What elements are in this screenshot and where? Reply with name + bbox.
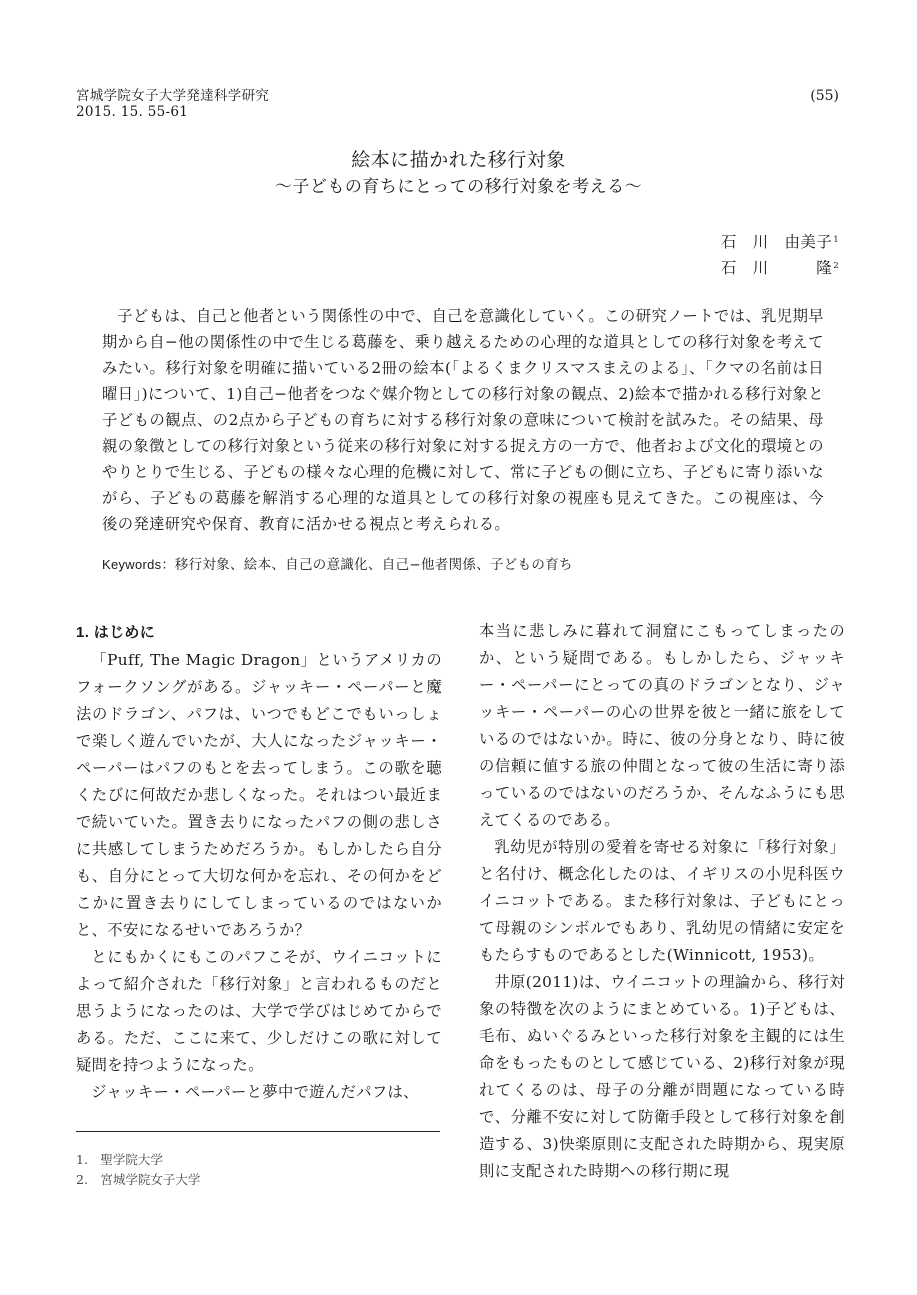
paragraph: 井原(2011)は、ウイニコットの理論から、移行対象の特徴を次のようにまとめている。1)子どもは、毛布、ぬいぐるみといった移行対象を主観的には生命をもったものとして感じている、2)移行対象が現れてくるのは、母子の分離が問題になっている時で、分離不安に対して防衛手段として移行対象を創造する、3)快楽原則に支配された時期から、現実原則に支配された時期への移行期に現 bbox=[479, 973, 845, 1180]
author-name: 石 川 隆 bbox=[720, 259, 833, 277]
keywords-label: Keywords： bbox=[102, 557, 175, 572]
keywords-text: 移行対象、絵本、自己の意識化、自己−他者関係、子どもの育ち bbox=[174, 557, 573, 573]
page-number: (55) bbox=[810, 88, 839, 104]
author-1 bbox=[721, 229, 839, 255]
journal-name: 宮城学院女子大学発達科学研究 bbox=[76, 88, 270, 104]
paragraph: ジャッキー・ペーパーと夢中で遊んだパフは、 bbox=[91, 1083, 419, 1101]
keywords bbox=[102, 556, 573, 574]
paper-subtitle: 〜子どもの育ちにとっての移行対象を考える〜 bbox=[274, 177, 643, 197]
footnote-divider bbox=[76, 1131, 440, 1132]
footnotes bbox=[76, 1150, 200, 1190]
affiliation-mark: 1 bbox=[833, 235, 839, 245]
left-column bbox=[76, 621, 442, 1106]
abstract-text: 子どもは、自己と他者という関係性の中で、自己を意識化していく。この研究ノートでは、乳児期早期から自−他の関係性の中で生じる葛藤を、乗り越えるための心理的な道具としての移行対象を考えてみたい。移行対象を明確に描いている2冊の絵本(「よるくまクリスマスまえのよる」、「クマの名前は日曜日」)について、1)自己−他者をつなぐ媒介物としての移行対象の観点、2)絵本で描かれる移行対象と子どもの観点、の2点から子どもの育ちに対する移行対象の意味について検討を試みた。その結果、母親の象徴としての移行対象という従来の移行対象に対する捉え方の一方で、他者および文化的環境とのやりとりで生じる、子どもの様々な心理的危機に対して、常に子どもの側に立ち、子どもに寄り添いながら、子どもの葛藤を解消する心理的な道具としての移行対象の視座も見えてきた。この視座は、今後の発達研究や保育、教育に活かせる視点と考えられる。 bbox=[102, 307, 824, 533]
journal-citation: 2015. 15. 55-61 bbox=[76, 104, 189, 120]
section-heading: 1. はじめに bbox=[76, 624, 156, 641]
affiliation-mark: 2 bbox=[833, 261, 839, 271]
abstract bbox=[102, 303, 824, 537]
footnote-2: 2. 宮城学院女子大学 bbox=[76, 1172, 201, 1187]
author-name: 石 川 由美子 bbox=[720, 233, 833, 251]
title-block bbox=[0, 148, 917, 198]
paragraph: 「Puff, The Magic Dragon」というアメリカのフォークソングがある。ジャッキー・ペーパーと魔法のドラゴン、パフは、いつでもどこでもいっしょで楽しく遊んでいたが、大人になったジャッキー・ペーパーはパフのもとを去ってしまう。この歌を聴くたびに何故だか悲しくなった。それはつい最近まで続いていた。置き去りになったパフの側の悲しさに共感してしまうためだろうか。もしかしたら自分も、自分にとって大切な何かを忘れ、その何かをどこかに置き去りにしてしまっているのではないかと、不安になるせいであろうか？ bbox=[76, 651, 442, 939]
paragraph: 乳幼児が特別の愛着を寄せる対象に「移行対象」と名付け、概念化したのは、イギリスの小児科医ウイニコットである。また移行対象は、子どもにとって母親のシンボルでもあり、乳幼児の情緒に安定をもたらすものであるとした(Winnicott, 1953)。 bbox=[479, 838, 845, 964]
paragraph: とにもかくにもこのパフこそが、ウイニコットによって紹介された「移行対象」と言われるものだと思うようになったのは、大学で学びはじめてからである。ただ、ここに来て、少しだけこの歌に対して疑問を持つようになった。 bbox=[76, 948, 442, 1074]
paragraph: 本当に悲しみに暮れて洞窟にこもってしまったのか、という疑問である。もしかしたら、ジャッキー・ペーパーにとっての真のドラゴンとなり、ジャッキー・ペーパーの心の世界を彼と一緒に旅をしているのではないか。時に、彼の分身となり、時に彼の信頼に値する旅の仲間となって彼の生活に寄り添っているのではないのだろうか、そんなふうにも思えてくるのである。 bbox=[479, 622, 845, 829]
footnote-1: 1. 聖学院大学 bbox=[76, 1152, 163, 1167]
journal-header bbox=[76, 88, 269, 120]
paper-title: 絵本に描かれた移行対象 bbox=[351, 149, 566, 171]
right-column bbox=[479, 618, 845, 1185]
author-2 bbox=[721, 255, 839, 281]
author-list bbox=[721, 229, 839, 281]
